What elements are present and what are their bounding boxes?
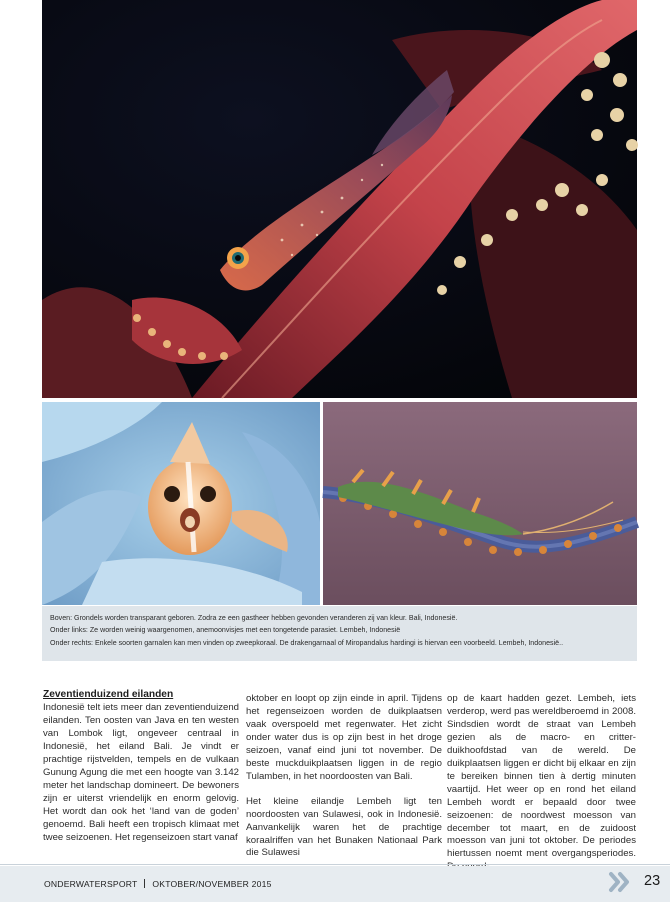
footer-masthead <box>44 879 272 889</box>
caption-bottom-right: Onder rechts: Enkele soorten garnalen kan men vinden op zweepkoraal. De drakengarnaal of Miropandalus hardingi is hiervan een voorbeeld. Lembeh, Indonesië.. <box>50 638 564 647</box>
footer-separator <box>144 879 145 888</box>
article-column-3 <box>447 693 636 860</box>
page-number: 23 <box>644 873 661 889</box>
article-heading: Zeventienduizend eilanden <box>43 689 174 700</box>
double-chevron-right-icon <box>608 872 632 892</box>
issue-date: OKTOBER/NOVEMBER 2015 <box>152 879 272 889</box>
caption-bottom-left: Onder links: Ze worden weinig waargenomen, anemoonvisjes met een tongetende parasiet. Lembeh, Indonesië <box>50 626 401 635</box>
photo-goby <box>42 0 637 398</box>
article-column-2 <box>246 693 442 857</box>
column-2-paragraph-2: Het kleine eilandje Lembeh ligt ten noordoosten van Sulawesi, ook in Indonesië. Aanvankelijk waren het de prachtige koraalriffen van het Bunaken Nationaal Park die Sulawesi <box>246 795 442 859</box>
article-column-1 <box>43 688 239 852</box>
magazine-name: ONDERWATERSPORT <box>44 879 138 889</box>
photo-anemonefish <box>42 402 320 605</box>
column-1-text: Indonesië telt iets meer dan zeventienduizend eilanden. Ten oosten van Java en ten westen van Lombok ligt, ongeveer centraal in Indonesië, het eiland Bali. Je vindt er prachtige rijstvelden, tempels en de vulkaan Gunung Agung die met een hoogte van 3.142 meter het landschap domineert. De bewoners zijn er uiterst vriendelijk en enorm gelovig. Het wordt dan ook het ‘land van de goden’ genoemd. Bali heeft een tropisch klimaat met twee seizoenen. Het regenseizoen start vanaf <box>43 702 239 843</box>
caption-top: Boven: Grondels worden transparant geboren. Zodra ze een gastheer hebben gevonden veranderen zij van kleur. Bali, Indonesië. <box>50 614 458 622</box>
caption-box <box>42 606 637 661</box>
column-3-text: op de kaart hadden gezet. Lembeh, iets verderop, werd pas wereldberoemd in 2008. Sindsdien wordt de straat van Lembeh gezien als de macro- en critter-duikhoofdstad van de wereld. De duikplaatsen liggen er dicht bij elkaar en zijn te bereiken binnen tien à dertig minuten vaartijd. Het weer op en rond het eiland Lembeh wordt er bepaald door twee seizoenen: de noordwest moesson van december tot maart, en de zuidoost moesson van juni tot oktober. De periodes hiertussen noemt ment overgangsperiodes. <box>447 693 636 860</box>
footer-divider <box>0 864 670 865</box>
photo-dragon-shrimp <box>323 402 637 605</box>
column-2-paragraph-1: oktober en loopt op zijn einde in april. Tijdens het regenseizoen worden de duikplaatsen vaak overspoeld met regenwater. Het zicht onder water dus is op zijn best in het droge seizoen, vanaf eind juni tot november. De beste muckduikplaatsen liggen in de regio Tulamben, in het noordoosten van Bali. <box>246 693 442 782</box>
